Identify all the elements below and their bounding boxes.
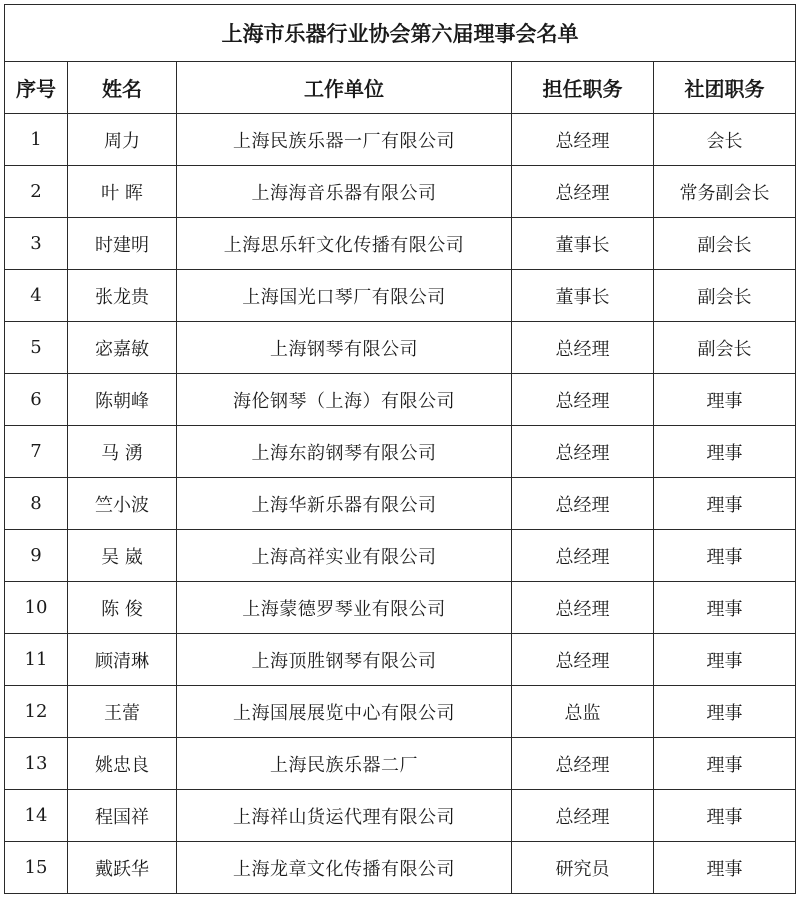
cell-no: 5 xyxy=(5,322,68,374)
cell-post: 总经理 xyxy=(512,738,654,790)
table-row xyxy=(5,790,796,842)
cell-post: 总经理 xyxy=(512,530,654,582)
cell-post: 总经理 xyxy=(512,634,654,686)
cell-name: 叶 晖 xyxy=(68,166,177,218)
cell-role: 会长 xyxy=(654,114,796,166)
cell-post: 研究员 xyxy=(512,842,654,894)
cell-post: 总经理 xyxy=(512,166,654,218)
cell-unit: 上海蒙德罗琴业有限公司 xyxy=(177,582,512,634)
cell-unit: 上海海音乐器有限公司 xyxy=(177,166,512,218)
cell-role: 理事 xyxy=(654,530,796,582)
cell-role: 理事 xyxy=(654,426,796,478)
table-row xyxy=(5,374,796,426)
cell-role: 常务副会长 xyxy=(654,166,796,218)
table-row xyxy=(5,582,796,634)
cell-post: 总经理 xyxy=(512,582,654,634)
cell-role: 副会长 xyxy=(654,322,796,374)
cell-no: 9 xyxy=(5,530,68,582)
cell-no: 8 xyxy=(5,478,68,530)
cell-unit: 上海钢琴有限公司 xyxy=(177,322,512,374)
cell-post: 总经理 xyxy=(512,478,654,530)
cell-post: 总经理 xyxy=(512,790,654,842)
cell-name: 程国祥 xyxy=(68,790,177,842)
table-row xyxy=(5,114,796,166)
cell-role: 副会长 xyxy=(654,270,796,322)
column-header-role: 社团职务 xyxy=(654,62,796,114)
table-row xyxy=(5,634,796,686)
cell-unit: 上海顶胜钢琴有限公司 xyxy=(177,634,512,686)
cell-name: 竺小波 xyxy=(68,478,177,530)
cell-unit: 上海华新乐器有限公司 xyxy=(177,478,512,530)
table-row xyxy=(5,270,796,322)
cell-no: 1 xyxy=(5,114,68,166)
column-header-name: 姓名 xyxy=(68,62,177,114)
cell-unit: 上海祥山货运代理有限公司 xyxy=(177,790,512,842)
cell-name: 时建明 xyxy=(68,218,177,270)
cell-unit: 上海国展展览中心有限公司 xyxy=(177,686,512,738)
cell-no: 6 xyxy=(5,374,68,426)
table-row xyxy=(5,738,796,790)
cell-no: 2 xyxy=(5,166,68,218)
table-row xyxy=(5,218,796,270)
cell-name: 姚忠良 xyxy=(68,738,177,790)
cell-role: 理事 xyxy=(654,790,796,842)
cell-name: 陈 俊 xyxy=(68,582,177,634)
cell-post: 总经理 xyxy=(512,426,654,478)
column-header-post: 担任职务 xyxy=(512,62,654,114)
cell-name: 陈朝峰 xyxy=(68,374,177,426)
cell-no: 3 xyxy=(5,218,68,270)
cell-unit: 上海民族乐器二厂 xyxy=(177,738,512,790)
table-row xyxy=(5,842,796,894)
table-row xyxy=(5,478,796,530)
table-row xyxy=(5,166,796,218)
cell-post: 总经理 xyxy=(512,322,654,374)
header-row xyxy=(5,62,796,114)
cell-name: 宓嘉敏 xyxy=(68,322,177,374)
cell-name: 张龙贵 xyxy=(68,270,177,322)
cell-role: 理事 xyxy=(654,634,796,686)
cell-name: 顾清琳 xyxy=(68,634,177,686)
cell-role: 理事 xyxy=(654,842,796,894)
cell-role: 理事 xyxy=(654,738,796,790)
cell-no: 10 xyxy=(5,582,68,634)
column-header-unit: 工作单位 xyxy=(177,62,512,114)
cell-no: 13 xyxy=(5,738,68,790)
table-title: 上海市乐器行业协会第六届理事会名单 xyxy=(5,5,796,62)
cell-name: 吴 崴 xyxy=(68,530,177,582)
table-row xyxy=(5,426,796,478)
cell-post: 董事长 xyxy=(512,218,654,270)
cell-post: 总经理 xyxy=(512,374,654,426)
table-row xyxy=(5,322,796,374)
cell-name: 周力 xyxy=(68,114,177,166)
table-row xyxy=(5,686,796,738)
cell-unit: 上海民族乐器一厂有限公司 xyxy=(177,114,512,166)
council-roster-table xyxy=(4,4,796,894)
cell-post: 董事长 xyxy=(512,270,654,322)
cell-unit: 上海龙章文化传播有限公司 xyxy=(177,842,512,894)
table-row xyxy=(5,530,796,582)
cell-role: 理事 xyxy=(654,686,796,738)
cell-no: 11 xyxy=(5,634,68,686)
title-row xyxy=(5,5,796,62)
cell-name: 马 湧 xyxy=(68,426,177,478)
cell-no: 12 xyxy=(5,686,68,738)
column-header-no: 序号 xyxy=(5,62,68,114)
cell-unit: 上海思乐轩文化传播有限公司 xyxy=(177,218,512,270)
cell-unit: 上海国光口琴厂有限公司 xyxy=(177,270,512,322)
cell-role: 理事 xyxy=(654,478,796,530)
cell-role: 理事 xyxy=(654,582,796,634)
cell-unit: 上海东韵钢琴有限公司 xyxy=(177,426,512,478)
cell-post: 总经理 xyxy=(512,114,654,166)
cell-no: 14 xyxy=(5,790,68,842)
cell-unit: 海伦钢琴（上海）有限公司 xyxy=(177,374,512,426)
cell-unit: 上海高祥实业有限公司 xyxy=(177,530,512,582)
cell-no: 15 xyxy=(5,842,68,894)
cell-post: 总监 xyxy=(512,686,654,738)
table-body xyxy=(5,5,796,894)
cell-role: 理事 xyxy=(654,374,796,426)
cell-no: 7 xyxy=(5,426,68,478)
cell-name: 戴跃华 xyxy=(68,842,177,894)
cell-role: 副会长 xyxy=(654,218,796,270)
cell-no: 4 xyxy=(5,270,68,322)
cell-name: 王蕾 xyxy=(68,686,177,738)
